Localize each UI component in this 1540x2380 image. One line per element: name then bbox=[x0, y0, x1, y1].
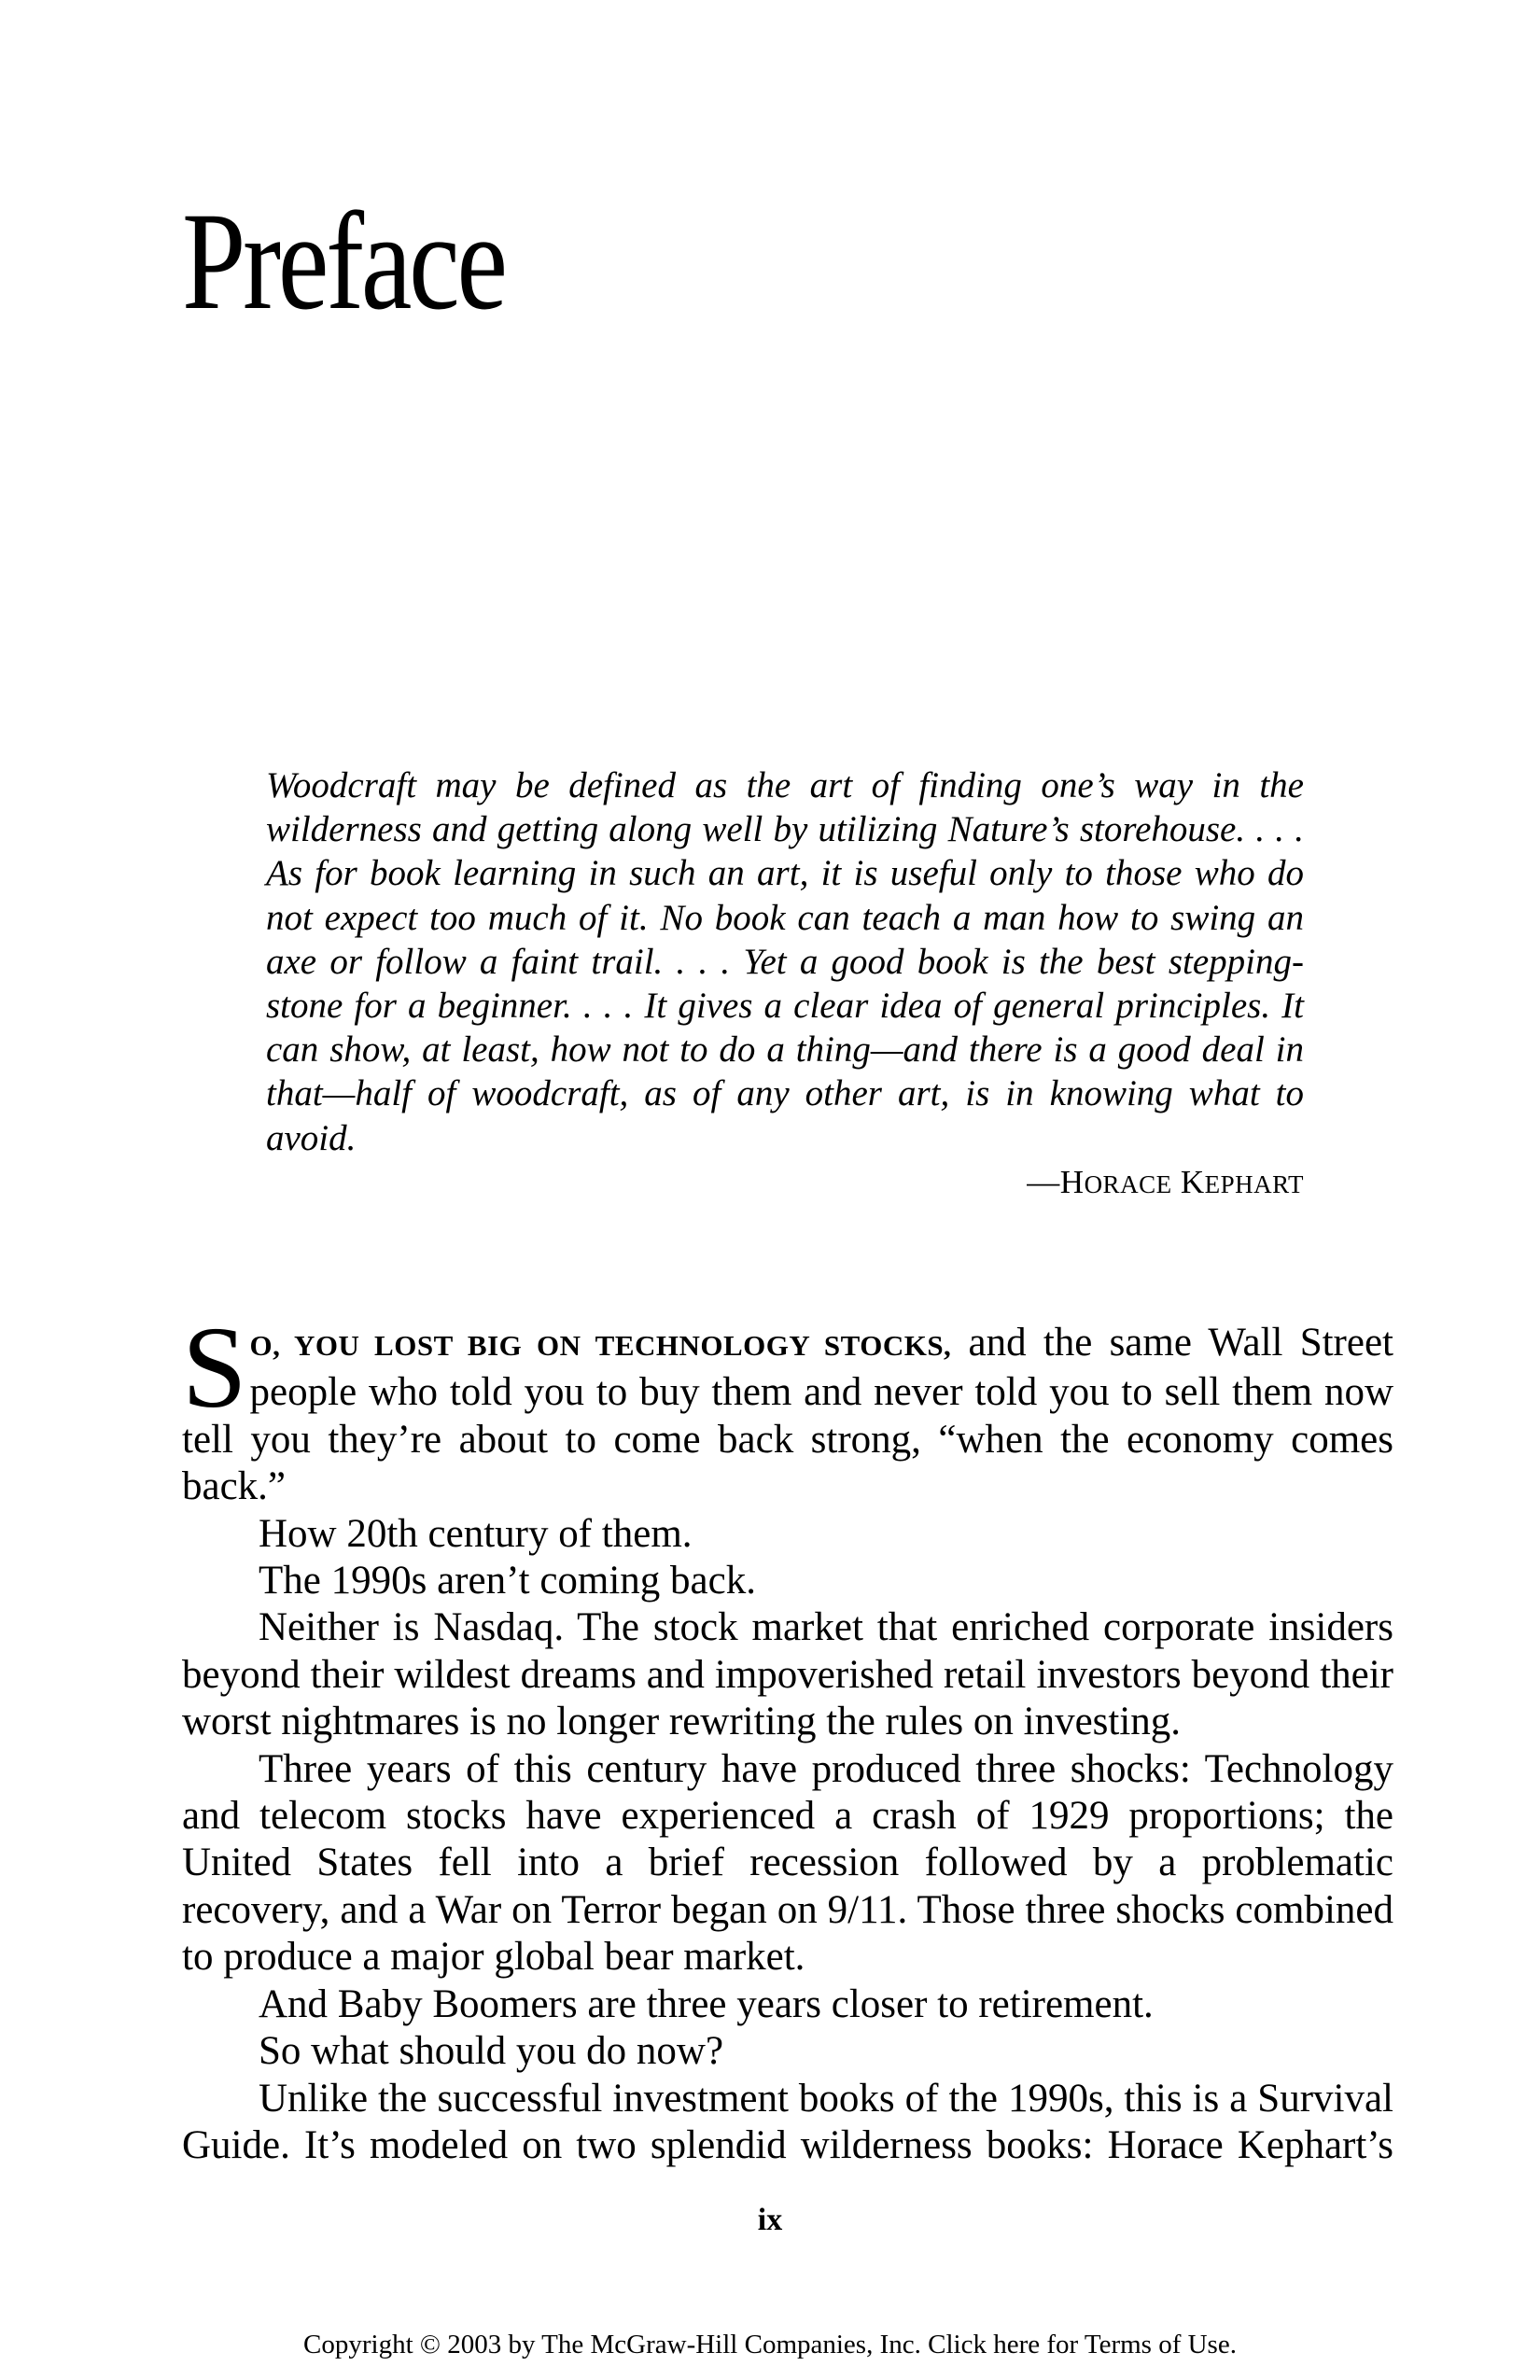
epigraph-quote: Woodcraft may be defined as the art of finding one’s way in the wilderness and getting along well by utilizing Nature’s storehouse. . . . As for book learning in such an art, it is useful only to those who do not expect too much of it. No book can teach a man how to swing an axe or follow a faint trail. . . . Yet a good book is the best stepping-stone for a beginner. . . . It gives a clear idea of general principles. It can show, at least, how not to do a thing—and there is a good deal in that—half of woodcraft, as of any other art, is in knowing what to avoid. bbox=[266, 765, 1304, 1158]
attribution-first-initial: H bbox=[1059, 1163, 1085, 1200]
drop-cap: S bbox=[182, 1304, 247, 1433]
copyright-notice[interactable]: Copyright © 2003 by The McGraw-Hill Companies, Inc. Click here for Terms of Use. bbox=[303, 2330, 1237, 2359]
attribution-dash: — bbox=[1027, 1163, 1060, 1200]
epigraph-attribution bbox=[266, 1160, 1304, 1207]
attribution-last-rest: EPHART bbox=[1204, 1169, 1304, 1198]
body-paragraph: Unlike the successful investment books of the 1990s, this is a Survival Guide. It’s modeled on two splendid wilderness books: Horace Kephart’s bbox=[182, 2076, 1393, 2167]
body-paragraph: So what should you do now? bbox=[259, 2029, 724, 2074]
body-paragraph: How 20th century of them. bbox=[259, 1511, 693, 1556]
body-paragraph: Three years of this century have produced three shocks: Technology and telecom stocks have experienced a crash of 1929 proportions; the United States fell into a brief recession followed by a problematic recovery, and a War on Terror began on 9/11. Those three shocks combined to produce a major global bear market. bbox=[182, 1746, 1393, 1980]
opening-paragraph-text: and the same Wall Street people who told you to buy them and never told you to sell them now tell you they’re about to come back strong, “when the economy comes back.” bbox=[182, 1321, 1393, 1509]
body-paragraph: Neither is Nasdaq. The stock market that enriched corporate insiders beyond their wildest dreams and impoverished retail investors beyond their worst nightmares is no longer rewriting the rules on investing. bbox=[182, 1605, 1393, 1744]
page-title: Preface bbox=[182, 184, 505, 339]
body-paragraph: The 1990s aren’t coming back. bbox=[259, 1559, 756, 1603]
opening-paragraph bbox=[182, 1304, 1393, 1511]
body-paragraph: And Baby Boomers are three years closer to retirement. bbox=[259, 1981, 1154, 2026]
epigraph bbox=[266, 763, 1304, 1207]
lead-in: O, YOU LOST BIG ON TECHNOLOGY STOCKS, bbox=[249, 1329, 952, 1362]
attribution-last-initial: K bbox=[1180, 1163, 1205, 1200]
page-number: ix bbox=[757, 2203, 783, 2237]
attribution-first-rest: ORACE bbox=[1084, 1169, 1172, 1198]
body-text bbox=[182, 1304, 1393, 2169]
